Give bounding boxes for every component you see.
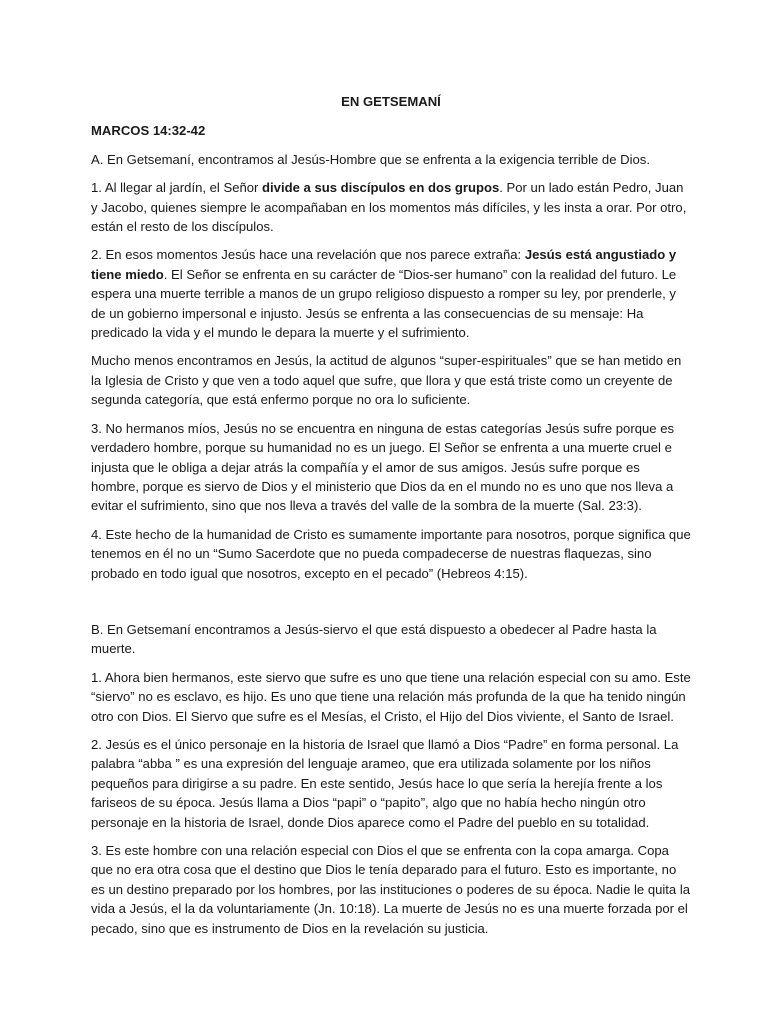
- section-b-paragraph-1: 1. Ahora bien hermanos, este siervo que sufre es uno que tiene una relación especial con su amo. Este “siervo” no es esclavo, es hijo. Es uno que tiene una relación más profunda de la que ha tenido ningún otro con Dios. El Siervo que sufre es el Mesías, el Cristo, el Hijo del Dios viviente, el Santo de Israel.: [91, 669, 691, 724]
- section-a-paragraph-4: 4. Este hecho de la humanidad de Cristo es sumamente importante para nosotros, porque significa que tenemos en él no un “Sumo Sacerdote que no pueda compadecerse de nuestras flaquezas, sino probado en todo igual que nosotros, excepto en el pecado” (Hebreos 4:15).: [91, 526, 691, 581]
- section-a-paragraph-2: [91, 245, 691, 342]
- bold-emphasis: divide a sus discípulos en dos grupos: [262, 180, 500, 196]
- paragraph-text: 2. En esos momentos Jesús hace una revelación que nos parece extraña:: [91, 247, 525, 263]
- paragraph-text: . Por un lado están Pedro, Juan y Jacobo, quienes siempre le acompañaban en los momentos más difíciles, y les insta a orar. Por otro, están el resto de los discípulos.: [91, 180, 687, 235]
- section-b-paragraph-2: 2. Jesús es el único personaje en la historia de Israel que llamó a Dios “Padre” en forma personal. La palabra “abba ” es una expresión del lenguaje arameo, que era utilizada solamente por los niños pequeños para dirigirse a su padre. En este sentido, Jesús hace lo que sería la herejía frente a los fariseos de su época. Jesús llama a Dios “papi” o “papito”, algo que no había hecho ningún otro personaje en la historia de Israel, donde Dios aparece como el Padre del pueblo en su totalidad.: [91, 736, 679, 830]
- bold-emphasis: Jesús está angustiado y tiene miedo: [91, 247, 677, 282]
- section-a-paragraph-3: 3. No hermanos míos, Jesús no se encuentra en ninguna de estas categorías Jesús sufre porque es verdadero hombre, porque su humanidad no es un juego. El Señor se enfrenta a una muerte cruel e injusta que le obliga a dejar atrás la compañía y el amor de sus amigos. Jesús sufre porque es hombre, porque es siervo de Dios y el ministerio que Dios da en el mundo no es uno que nos lleva a evitar el sufrimiento, sino que nos lleva a través del valle de la sombra de la muerte (Sal. 23:3).: [91, 420, 675, 514]
- section-b-paragraph-3: 3. Es este hombre con una relación especial con Dios el que se enfrenta con la copa amarga. Copa que no era otra cosa que el destino que Dios le tenía deparado para el futuro. Esto es importante, no es un destino preparado por los hombres, por las instituciones o poderes de su época. Nadie le quita la vida a Jesús, el la da voluntariamente (Jn. 10:18). La muerte de Jesús no es una muerte forzada por el pecado, sino que es instrumento de Dios en la revelación su justicia.: [91, 843, 691, 936]
- document-page: [91, 92, 691, 947]
- scripture-reference: MARCOS 14:32-42: [91, 123, 206, 139]
- section-a-paragraph-mucho: Mucho menos encontramos en Jesús, la actitud de algunos “super-espirituales” que se han metido en la Iglesia de Cristo y que ven a todo aquel que sufre, que llora y que está triste como un creyente de segunda categoría, que está enfermo porque no ora lo suficiente.: [91, 353, 682, 408]
- section-a-paragraph-1: [91, 178, 691, 236]
- page-title: EN GETSEMANÍ: [341, 94, 441, 109]
- section-b-intro: B. En Getsemaní encontramos a Jesús-siervo el que está dispuesto a obedecer al Padre hasta la muerte.: [91, 621, 657, 657]
- section-spacer: [91, 592, 691, 620]
- paragraph-text: 1. Al llegar al jardín, el Señor: [91, 180, 263, 196]
- paragraph-text: . El Señor se enfrenta en su carácter de “Dios-ser humano” con la realidad del futuro. Le espera una muerte terrible a manos de un grupo religioso dispuesto a romper su ley, por prenderle, y de un gobierno impersonal e injusto. Jesús se enfrenta a las consecuencias de su mensaje: Ha predicado la vida y el mundo le depara la muerte y el sufrimiento.: [91, 266, 677, 341]
- section-a-intro: A. En Getsemaní, encontramos al Jesús-Hombre que se enfrenta a la exigencia terrible de Dios.: [91, 151, 650, 167]
